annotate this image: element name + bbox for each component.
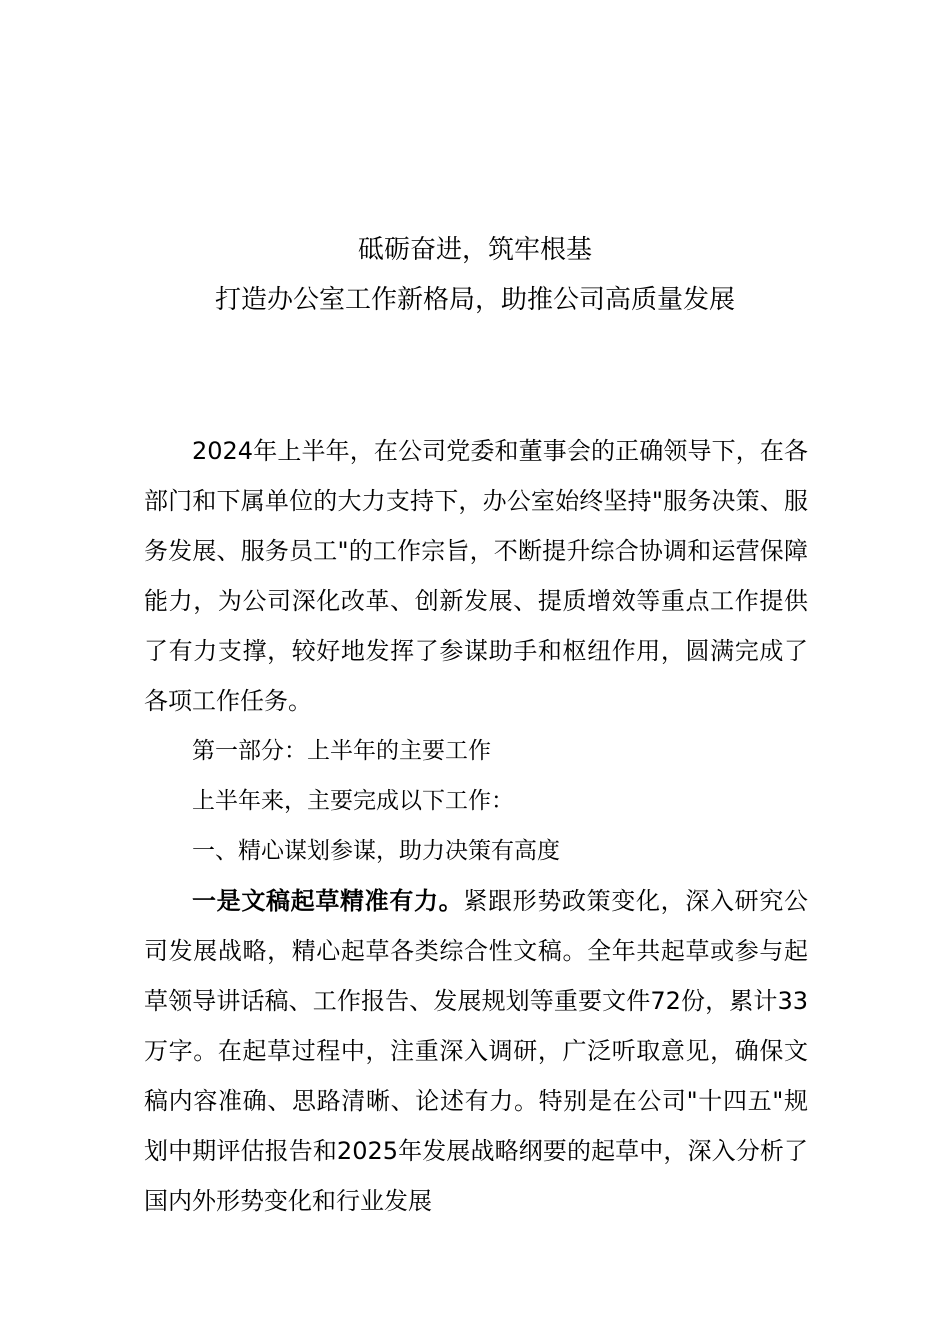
intro-paragraph: 2024年上半年，在公司党委和董事会的正确领导下，在各部门和下属单位的大力支持下，办公室始终坚持"服务决策、服务发展、服务员工"的工作宗旨，不断提升综合协调和运营保障能力，为公司深化改革、创新发展、提质增效等重点工作提供了有力支撑，较好地发挥了参谋助手和枢纽作用，圆满完成了各项工作任务。: [144, 437, 808, 715]
section-one-heading: 一、精心谋划参谋，助力决策有高度: [192, 838, 560, 864]
document-title-line-2: 打造办公室工作新格局，助推公司高质量发展: [214, 285, 735, 315]
item-one-body: 紧跟形势政策变化，深入研究公司发展战略，精心起草各类综合性文稿。全年共起草或参与起草领导讲话稿、工作报告、发展规划等重要文件72份，累计33万字。在起草过程中，注重深入调研，广泛听取意见，确保文稿内容准确、思路清晰、论述有力。特别是在公司"十四五"规划中期评估报告和2025年发展战略纲要的起草中，深入分析了国内外形势变化和行业发展: [144, 887, 809, 1215]
item-one-paragraph: [144, 876, 808, 1226]
summary-paragraph: 上半年来，主要完成以下工作：: [192, 788, 514, 814]
part-one-heading: 第一部分：上半年的主要工作: [192, 738, 491, 764]
document-body: [144, 426, 808, 1226]
item-one-lead: 一是文稿起草精准有力。: [192, 887, 464, 915]
document-title-line-1: 砥砺奋进，筑牢根基: [357, 235, 592, 265]
